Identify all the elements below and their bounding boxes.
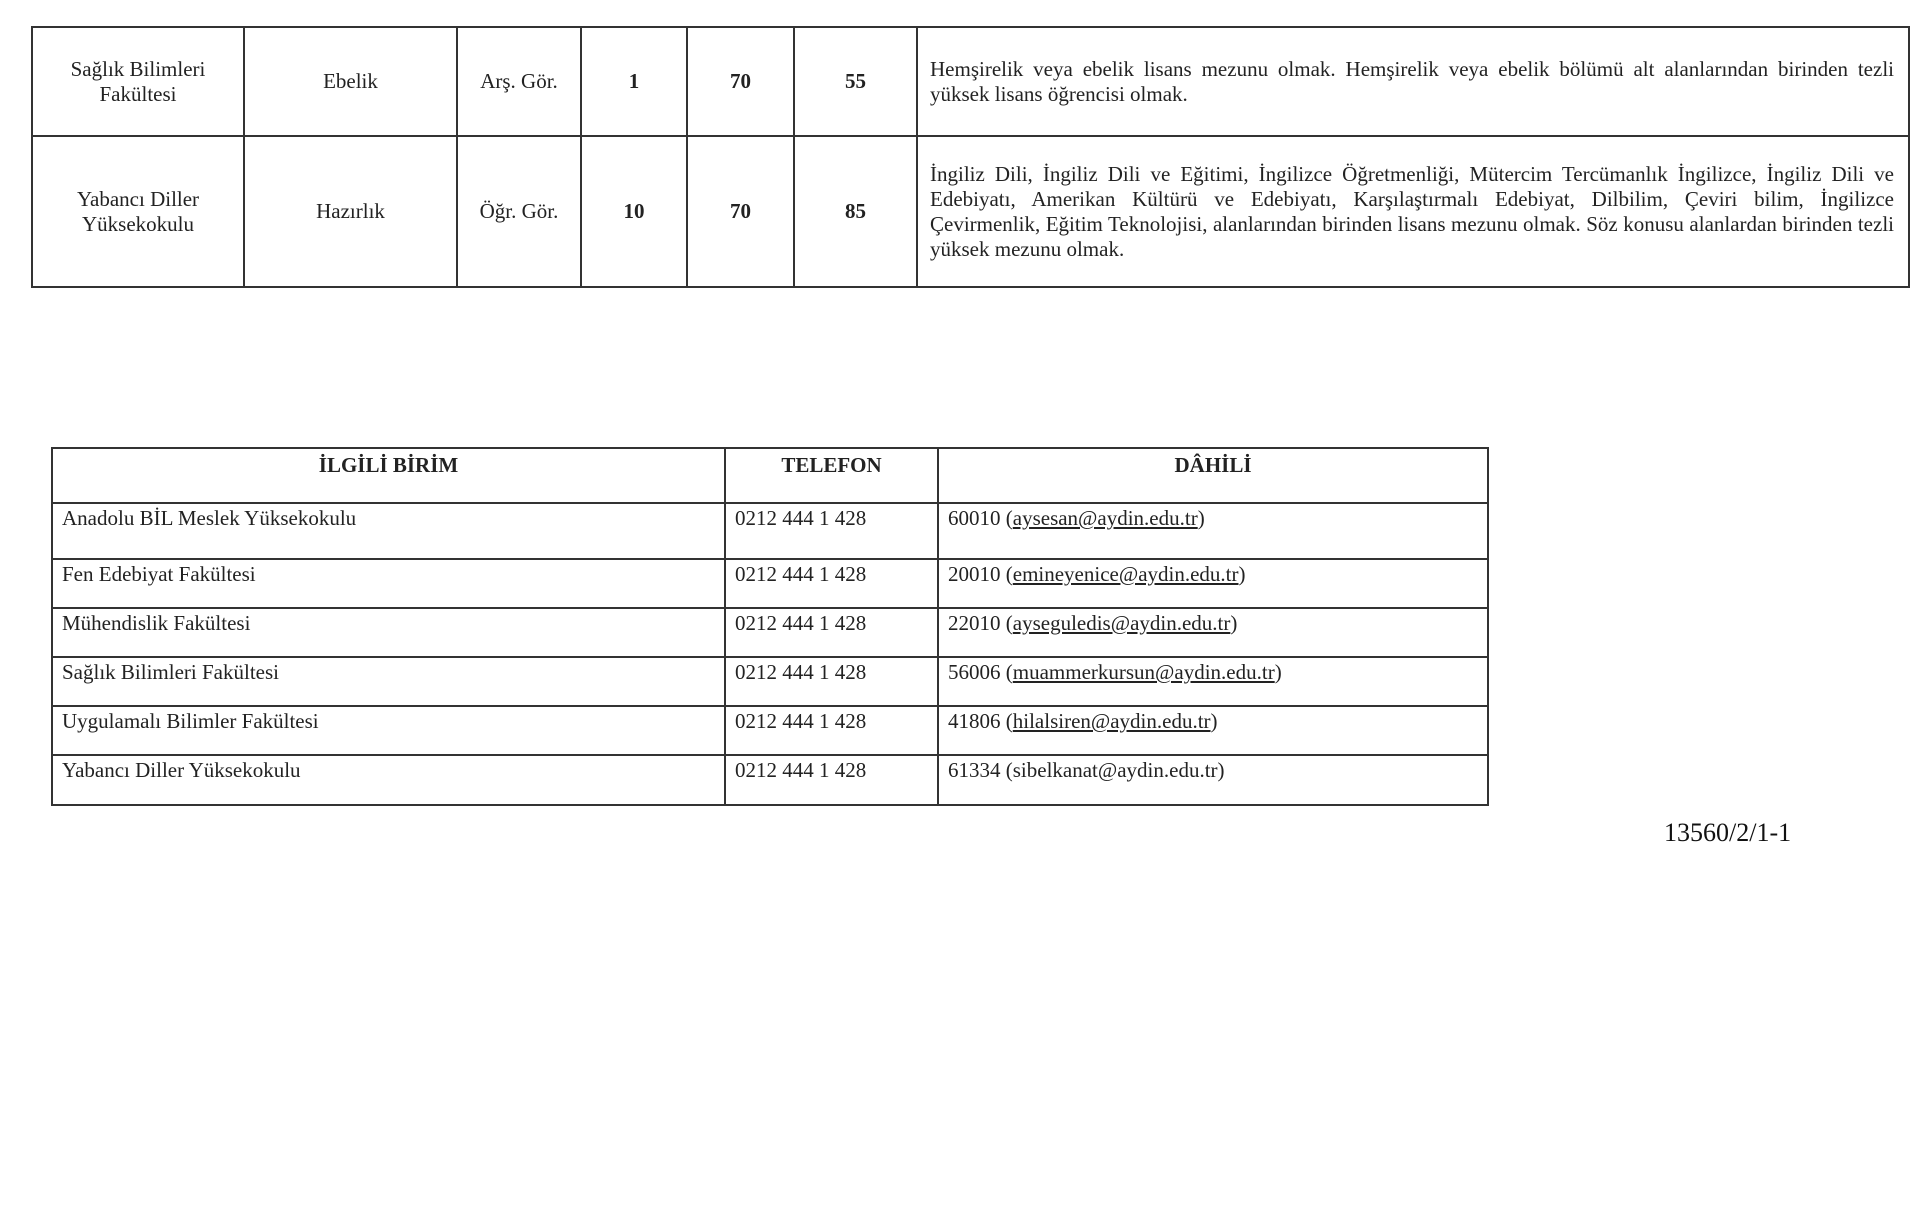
position-count: 1: [581, 27, 687, 136]
contact-phone: 0212 444 1 428: [725, 608, 938, 657]
contact-row: [52, 608, 1488, 657]
position-language: 55: [794, 27, 917, 136]
contact-email-link[interactable]: emineyenice@aydin.edu.tr: [1012, 562, 1239, 586]
position-ales: 70: [687, 27, 794, 136]
contact-row: [52, 559, 1488, 608]
contact-email-link[interactable]: ayseguledis@aydin.edu.tr: [1012, 611, 1231, 635]
contact-ext-number: 61334: [948, 758, 1001, 782]
contact-ext-number: 22010: [948, 611, 1001, 635]
contact-ext: 20010 (emineyenice@aydin.edu.tr): [938, 559, 1488, 608]
position-ales: 70: [687, 136, 794, 287]
header-unit: İLGİLİ BİRİM: [52, 448, 725, 503]
contact-row: [52, 503, 1488, 559]
contact-phone: 0212 444 1 428: [725, 503, 938, 559]
contact-email-link[interactable]: hilalsiren@aydin.edu.tr: [1012, 709, 1211, 733]
position-unit: Yabancı Diller Yüksekokulu: [32, 136, 244, 287]
contact-email-link[interactable]: sibelkanat@aydin.edu.tr: [1012, 758, 1218, 782]
contact-unit: Sağlık Bilimleri Fakültesi: [52, 657, 725, 706]
contact-phone: 0212 444 1 428: [725, 755, 938, 805]
contact-unit: Anadolu BİL Meslek Yüksekokulu: [52, 503, 725, 559]
position-count: 10: [581, 136, 687, 287]
contact-phone: 0212 444 1 428: [725, 706, 938, 755]
contact-ext-number: 60010: [948, 506, 1001, 530]
position-row: [32, 136, 1909, 287]
contact-row: [52, 755, 1488, 805]
contact-ext: 56006 (muammerkursun@aydin.edu.tr): [938, 657, 1488, 706]
document-code: 13560/2/1-1: [1664, 818, 1792, 847]
contact-ext-number: 41806: [948, 709, 1001, 733]
contact-ext: 61334 (sibelkanat@aydin.edu.tr): [938, 755, 1488, 805]
contact-row: [52, 657, 1488, 706]
position-title: Arş. Gör.: [457, 27, 581, 136]
contact-ext: 22010 (ayseguledis@aydin.edu.tr): [938, 608, 1488, 657]
header-ext: DÂHİLİ: [938, 448, 1488, 503]
contacts-table: [51, 447, 1489, 806]
contact-ext: 60010 (aysesan@aydin.edu.tr): [938, 503, 1488, 559]
position-requirements: Hemşirelik veya ebelik lisans mezunu olmak. Hemşirelik veya ebelik bölümü alt alanlarından birinden tezli yüksek lisans öğrencisi olmak.: [917, 27, 1909, 136]
contact-email-link[interactable]: aysesan@aydin.edu.tr: [1012, 506, 1198, 530]
contacts-header-row: [52, 448, 1488, 503]
header-phone: TELEFON: [725, 448, 938, 503]
position-requirements: İngiliz Dili, İngiliz Dili ve Eğitimi, İngilizce Öğretmenliği, Mütercim Tercümanlık İngilizce, İngiliz Dili ve Edebiyatı, Amerikan Kültürü ve Edebiyatı, Karşılaştırmalı Edebiyat, Dilbilim, Çeviri bilim, İngilizce Çevirmenlik, Eğitim Teknolojisi, alanlarından birinden lisans mezunu olmak. Söz konusu alanlardan birinden tezli yüksek mezunu olmak.: [917, 136, 1909, 287]
positions-table: [31, 26, 1910, 288]
contact-unit: Yabancı Diller Yüksekokulu: [52, 755, 725, 805]
contact-unit: Uygulamalı Bilimler Fakültesi: [52, 706, 725, 755]
contact-unit: Fen Edebiyat Fakültesi: [52, 559, 725, 608]
position-department: Ebelik: [244, 27, 457, 136]
position-language: 85: [794, 136, 917, 287]
contact-email-link[interactable]: muammerkursun@aydin.edu.tr: [1012, 660, 1275, 684]
contact-row: [52, 706, 1488, 755]
contact-unit: Mühendislik Fakültesi: [52, 608, 725, 657]
contact-ext-number: 56006: [948, 660, 1001, 684]
position-row: [32, 27, 1909, 136]
position-title: Öğr. Gör.: [457, 136, 581, 287]
position-unit: Sağlık Bilimleri Fakültesi: [32, 27, 244, 136]
contact-phone: 0212 444 1 428: [725, 559, 938, 608]
contact-ext-number: 20010: [948, 562, 1001, 586]
contact-phone: 0212 444 1 428: [725, 657, 938, 706]
contact-ext: 41806 (hilalsiren@aydin.edu.tr): [938, 706, 1488, 755]
position-department: Hazırlık: [244, 136, 457, 287]
